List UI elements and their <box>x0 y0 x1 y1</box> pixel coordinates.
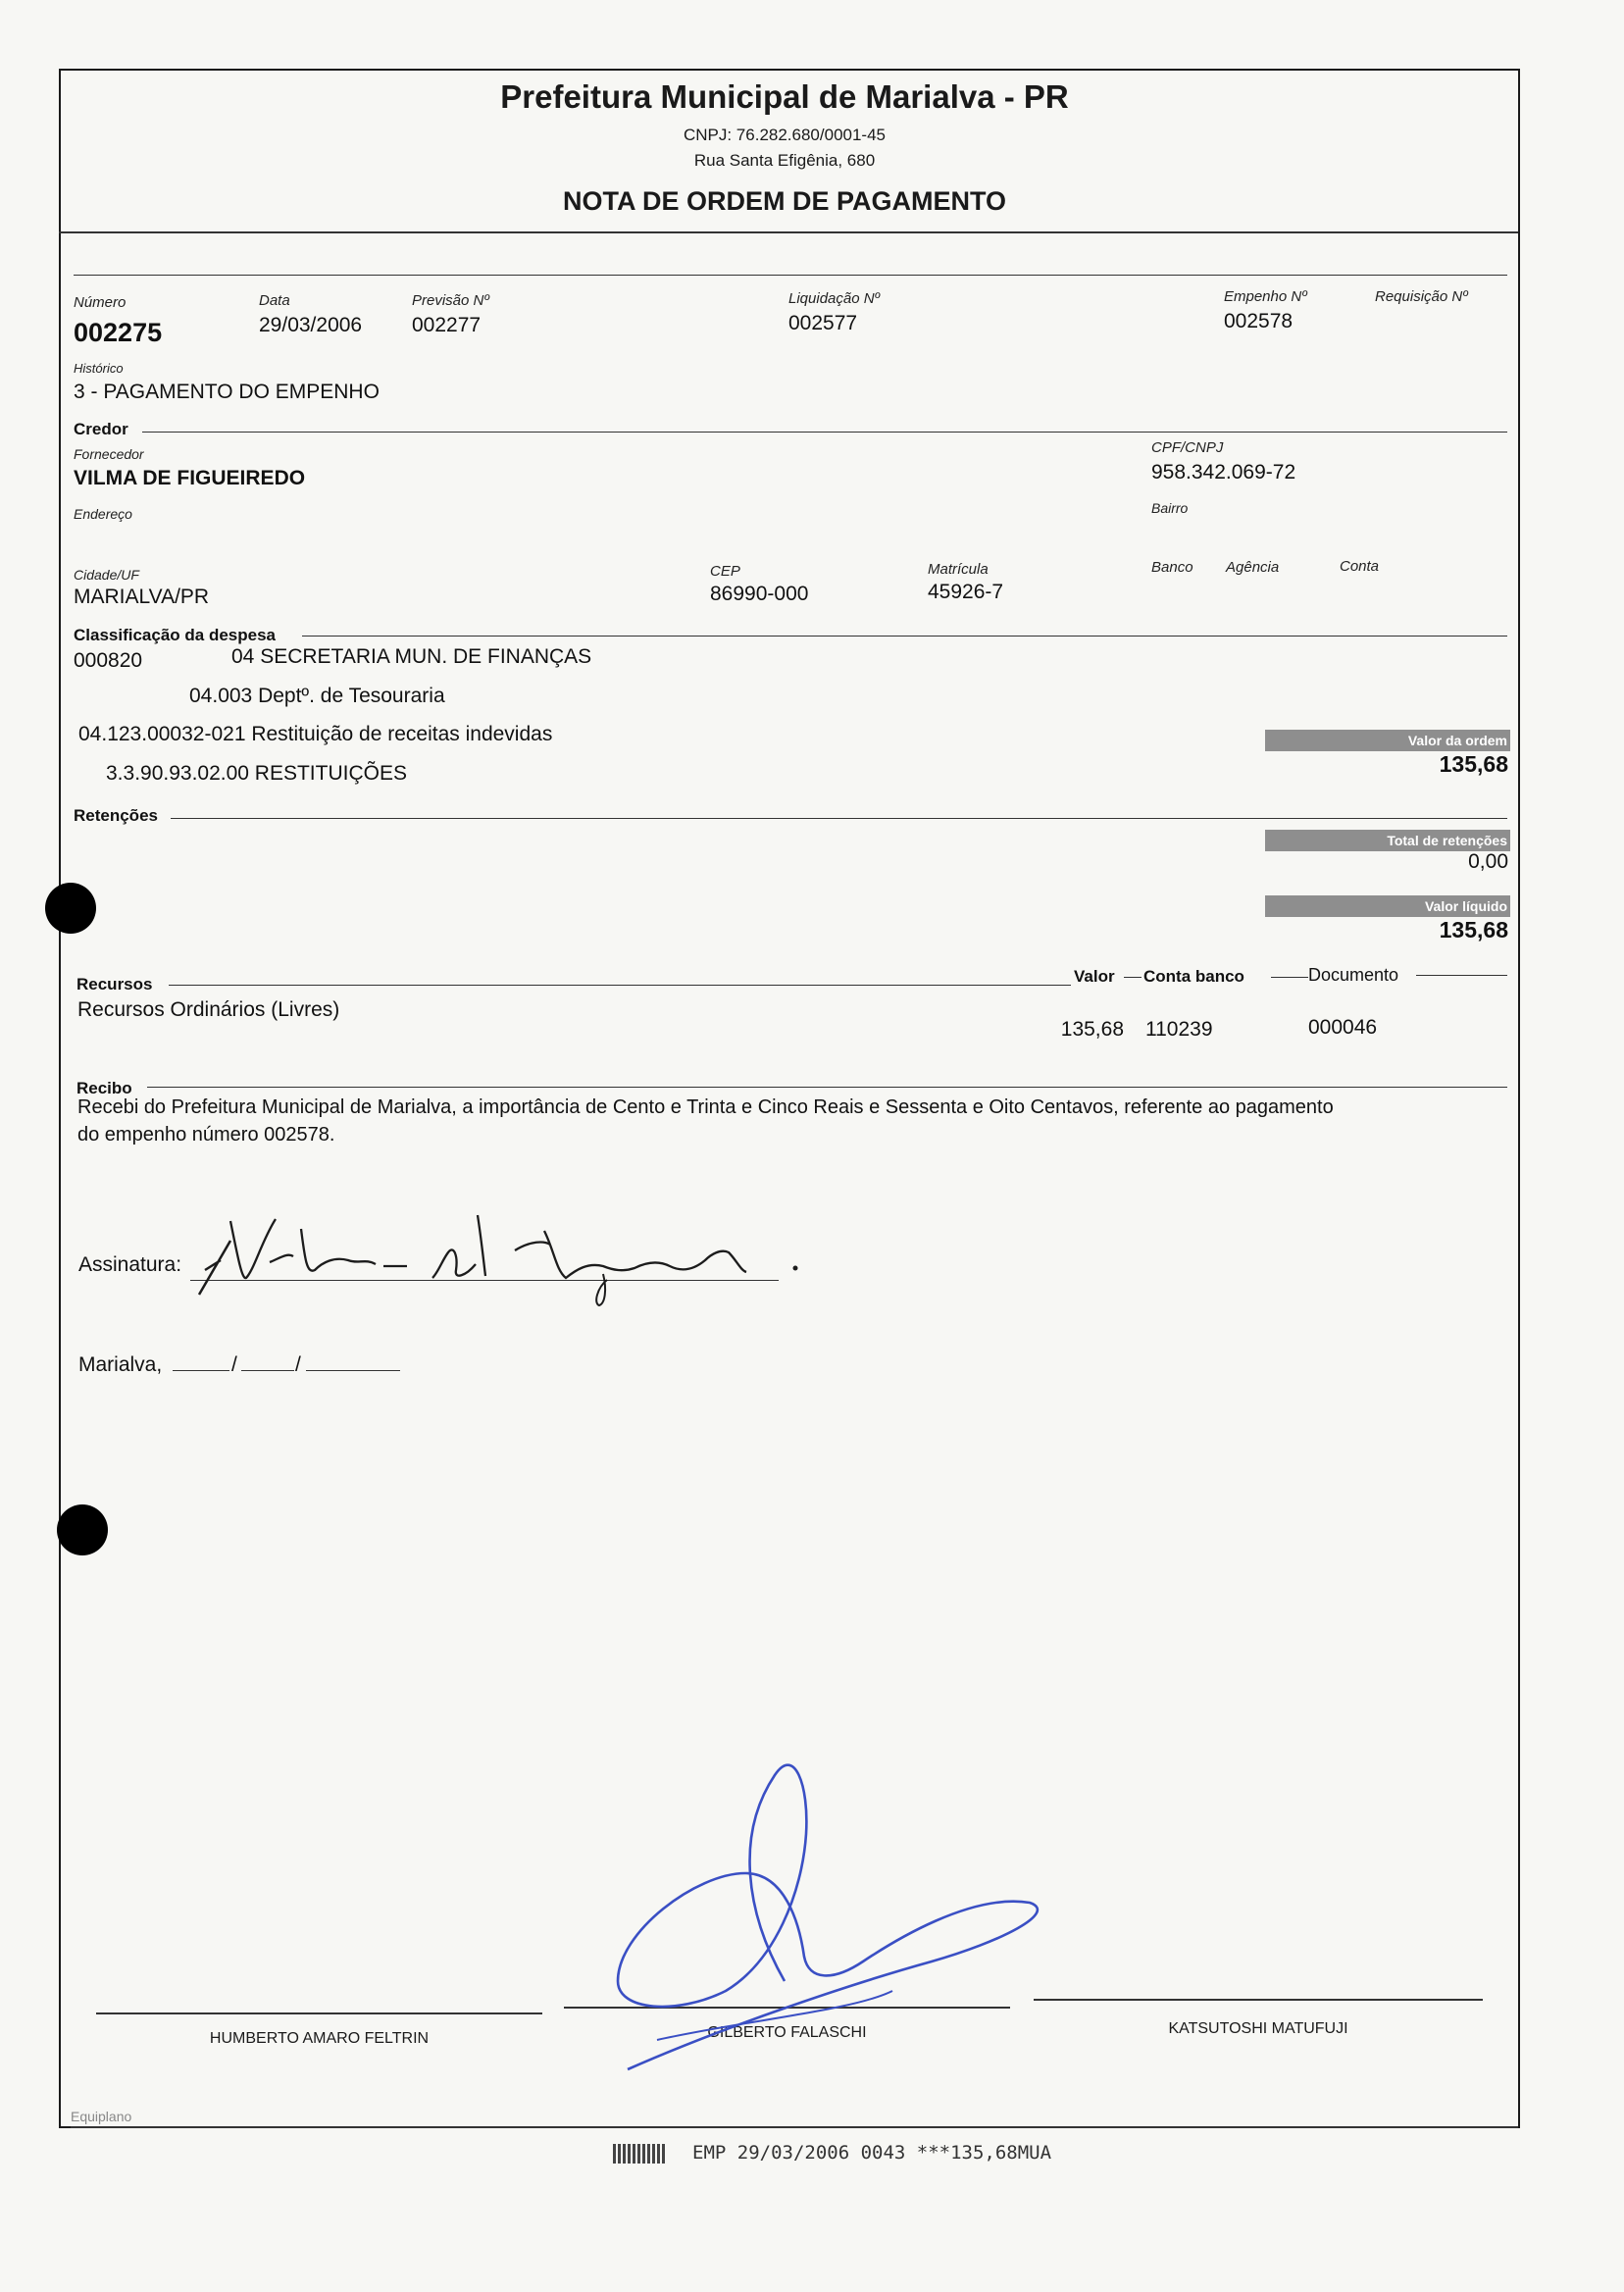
classificacao-section: Classificação da despesa <box>74 626 277 644</box>
date-year-line <box>306 1370 400 1371</box>
recursos-documento: 000046 <box>1308 1016 1378 1039</box>
classificacao-unidade: 04.003 Deptº. de Tesouraria <box>189 685 445 707</box>
punch-hole-bottom <box>57 1504 108 1555</box>
numero-value: 002275 <box>74 318 163 347</box>
cep-label: CEP <box>710 563 740 580</box>
handwritten-signature-vilma <box>191 1201 819 1309</box>
total-retencoes-value: 0,00 <box>1468 850 1508 873</box>
valor-liquido-value: 135,68 <box>1439 917 1508 942</box>
valor-ordem-value: 135,68 <box>1439 751 1508 777</box>
signatory-line-3 <box>1034 1999 1483 2001</box>
agencia-label: Agência <box>1226 559 1280 576</box>
numero-label: Número <box>74 294 127 311</box>
endereco-label: Endereço <box>74 506 132 522</box>
stamp-mark <box>613 2144 666 2164</box>
fornecedor-value: VILMA DE FIGUEIREDO <box>74 467 306 489</box>
banco-label: Banco <box>1151 559 1193 576</box>
recibo-text-line1: Recebi do Prefeitura Municipal de Marialva, a importância de Cento e Trinta e Cinco Reais e Sessenta e Oito Centavos, referente ao pagamento <box>77 1096 1334 1118</box>
handwritten-signature-gilberto <box>598 1746 1049 2079</box>
date-slash-2: / <box>295 1353 301 1376</box>
local-label: Marialva, <box>78 1353 163 1376</box>
recursos-line <box>169 985 1071 986</box>
classificacao-funcional: 04.123.00032-021 Restituição de receitas indevidas <box>78 723 553 745</box>
recursos-descricao: Recursos Ordinários (Livres) <box>77 998 340 1021</box>
footer-border <box>71 2126 1518 2128</box>
signatory-name-2: GILBERTO FALASCHI <box>707 2024 867 2041</box>
date-day-line <box>173 1370 229 1371</box>
cep-value: 86990-000 <box>710 583 809 605</box>
recursos-conta-header: Conta banco <box>1143 967 1244 986</box>
document-title: NOTA DE ORDEM DE PAGAMENTO <box>562 186 1006 216</box>
date-slash-1: / <box>231 1353 237 1376</box>
fornecedor-label: Fornecedor <box>74 446 144 462</box>
total-retencoes-bar: Total de retenções <box>1265 830 1510 851</box>
previsao-label: Previsão Nº <box>412 292 489 309</box>
requisicao-label: Requisição Nº <box>1375 288 1468 305</box>
equiplano-brand: Equiplano <box>71 2109 132 2124</box>
cpf-value: 958.342.069-72 <box>1151 461 1296 484</box>
recursos-sep-line-2 <box>1271 977 1308 978</box>
liquidacao-value: 002577 <box>788 312 858 334</box>
matricula-label: Matrícula <box>928 561 989 578</box>
bairro-label: Bairro <box>1151 500 1189 516</box>
recursos-documento-header: Documento <box>1308 965 1399 985</box>
order-top-line <box>74 275 1507 276</box>
recursos-conta: 110239 <box>1145 1018 1213 1041</box>
credor-section: Credor <box>74 420 128 438</box>
valor-liquido-bar: Valor líquido <box>1265 895 1510 917</box>
bank-stamp-text: EMP 29/03/2006 0043 ***135,68MUA <box>692 2142 1052 2164</box>
header-divider <box>59 231 1518 233</box>
empenho-label: Empenho Nº <box>1224 288 1307 305</box>
credor-line <box>142 432 1507 433</box>
classificacao-elemento: 3.3.90.93.02.00 RESTITUIÇÕES <box>106 762 407 785</box>
recibo-line <box>147 1087 1507 1088</box>
address-text: Rua Santa Efigênia, 680 <box>693 151 876 170</box>
matricula-value: 45926-7 <box>928 581 1004 603</box>
recursos-section: Recursos <box>76 975 153 993</box>
signatory-line-1 <box>96 2012 542 2014</box>
cnpj-text: CNPJ: 76.282.680/0001-45 <box>683 126 887 144</box>
classificacao-code: 000820 <box>74 649 143 672</box>
data-value: 29/03/2006 <box>259 314 363 336</box>
conta-label: Conta <box>1340 558 1380 575</box>
classificacao-line <box>302 636 1507 637</box>
signatory-name-3: KATSUTOSHI MATUFUJI <box>1168 2020 1348 2037</box>
page-title: Prefeitura Municipal de Marialva - PR <box>500 78 1069 115</box>
valor-ordem-bar: Valor da ordem <box>1265 730 1510 751</box>
cidade-value: MARIALVA/PR <box>74 586 210 608</box>
empenho-value: 002578 <box>1224 310 1294 332</box>
recibo-section: Recibo <box>76 1079 132 1097</box>
recursos-sep-line <box>1124 977 1142 978</box>
cidade-label: Cidade/UF <box>74 567 139 583</box>
date-month-line <box>241 1370 294 1371</box>
signatory-name-1: HUMBERTO AMARO FELTRIN <box>209 2030 430 2047</box>
data-label: Data <box>259 292 290 309</box>
historico-label: Histórico <box>74 361 124 376</box>
punch-hole-top <box>45 883 96 934</box>
recursos-valor: 135,68 <box>1060 1018 1124 1041</box>
retencoes-section: Retenções <box>74 806 158 825</box>
recursos-tail-line <box>1416 975 1507 976</box>
historico-value: 3 - PAGAMENTO DO EMPENHO <box>74 381 380 403</box>
cpf-label: CPF/CNPJ <box>1151 439 1224 456</box>
retencoes-line <box>171 818 1507 819</box>
recibo-text-line2: do empenho número 002578. <box>77 1124 335 1146</box>
liquidacao-label: Liquidação Nº <box>788 290 881 307</box>
assinatura-label: Assinatura: <box>78 1253 182 1276</box>
previsao-value: 002277 <box>412 314 482 336</box>
classificacao-orgao: 04 SECRETARIA MUN. DE FINANÇAS <box>231 645 592 668</box>
recursos-valor-header: Valor <box>1074 967 1115 986</box>
